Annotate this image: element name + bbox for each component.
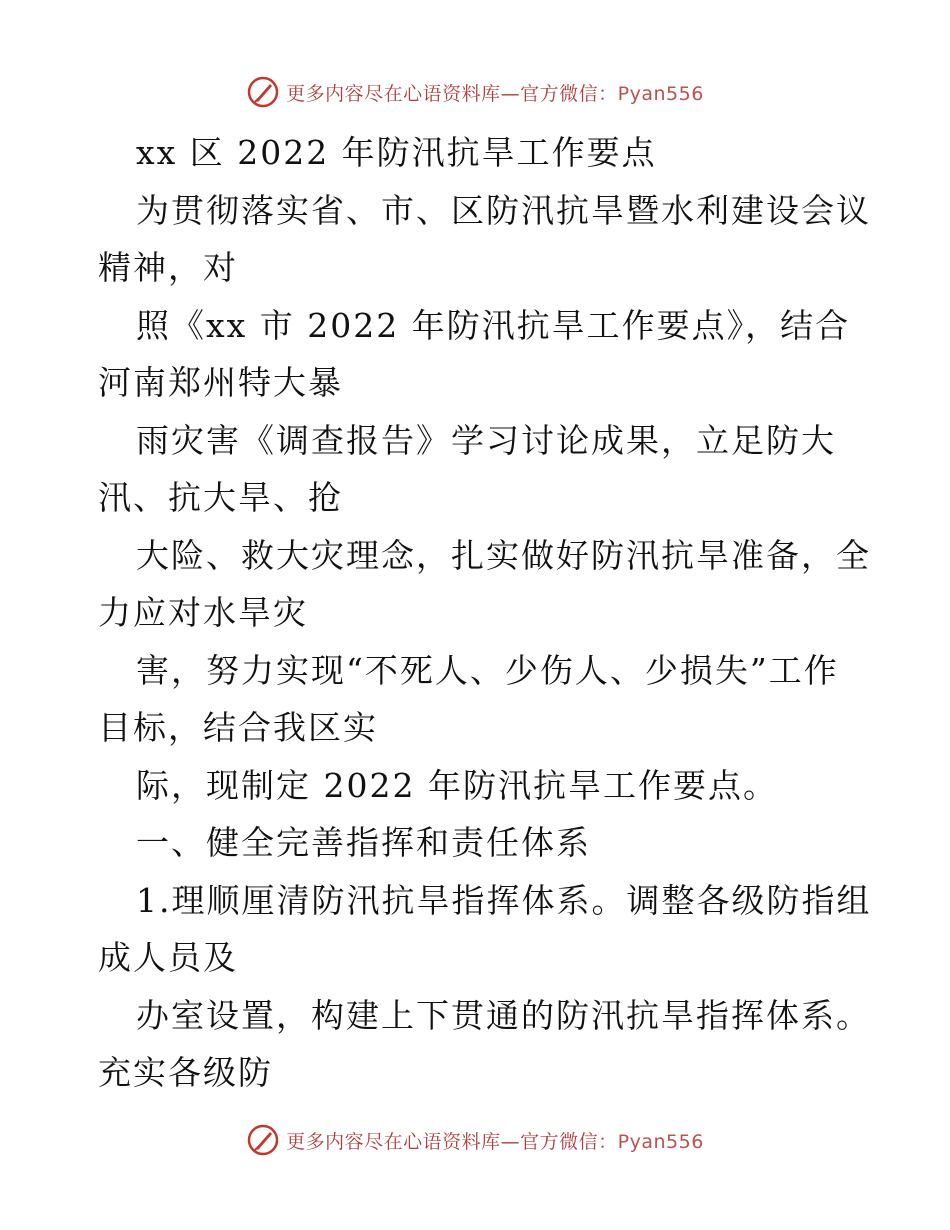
doc-line: 汛、抗大旱、抢 <box>98 478 343 517</box>
quill-pen-logo-icon <box>246 75 280 109</box>
doc-line: 充实各级防 <box>98 1053 273 1092</box>
doc-line: 力应对水旱灾 <box>98 593 308 632</box>
document-body <box>98 124 872 1102</box>
doc-line: 办室设置，构建上下贯通的防汛抗旱指挥体系。 <box>136 995 871 1035</box>
banner-text: 更多内容尽在心语资料库—官方微信： <box>286 82 618 105</box>
doc-line: 1.理顺厘清防汛抗旱指挥体系。调整各级防指组 <box>136 880 872 920</box>
banner-text: 更多内容尽在心语资料库—官方微信： <box>286 1130 618 1153</box>
doc-line: 害，努力实现“不死人、少伤人、少损失”工作 <box>136 650 839 690</box>
doc-line: 照《xx 市 2022 年防汛抗旱工作要点》，结合 <box>136 305 851 345</box>
header-watermark-banner <box>0 70 950 114</box>
banner-wechat-id: Pyan556 <box>617 1130 704 1153</box>
doc-line: 大险、救大灾理念，扎实做好防汛抗旱准备，全 <box>136 535 871 575</box>
doc-line: 河南郑州特大暴 <box>98 363 343 402</box>
footer-watermark-banner <box>0 1118 950 1162</box>
doc-line: 成人员及 <box>98 938 238 977</box>
doc-line: 目标，结合我区实 <box>98 708 378 747</box>
quill-pen-logo-icon <box>246 1123 280 1157</box>
doc-line: 雨灾害《调查报告》学习讨论成果，立足防大 <box>136 420 836 460</box>
doc-line: 为贯彻落实省、市、区防汛抗旱暨水利建设会议 <box>136 190 871 230</box>
banner-wechat-id: Pyan556 <box>617 82 704 105</box>
doc-line: 精神，对 <box>98 248 238 287</box>
doc-line: 际，现制定 2022 年防汛抗旱工作要点。 <box>136 765 778 805</box>
doc-line-title: xx 区 2022 年防汛抗旱工作要点 <box>136 133 657 172</box>
doc-line-section-heading: 一、健全完善指挥和责任体系 <box>136 823 591 862</box>
